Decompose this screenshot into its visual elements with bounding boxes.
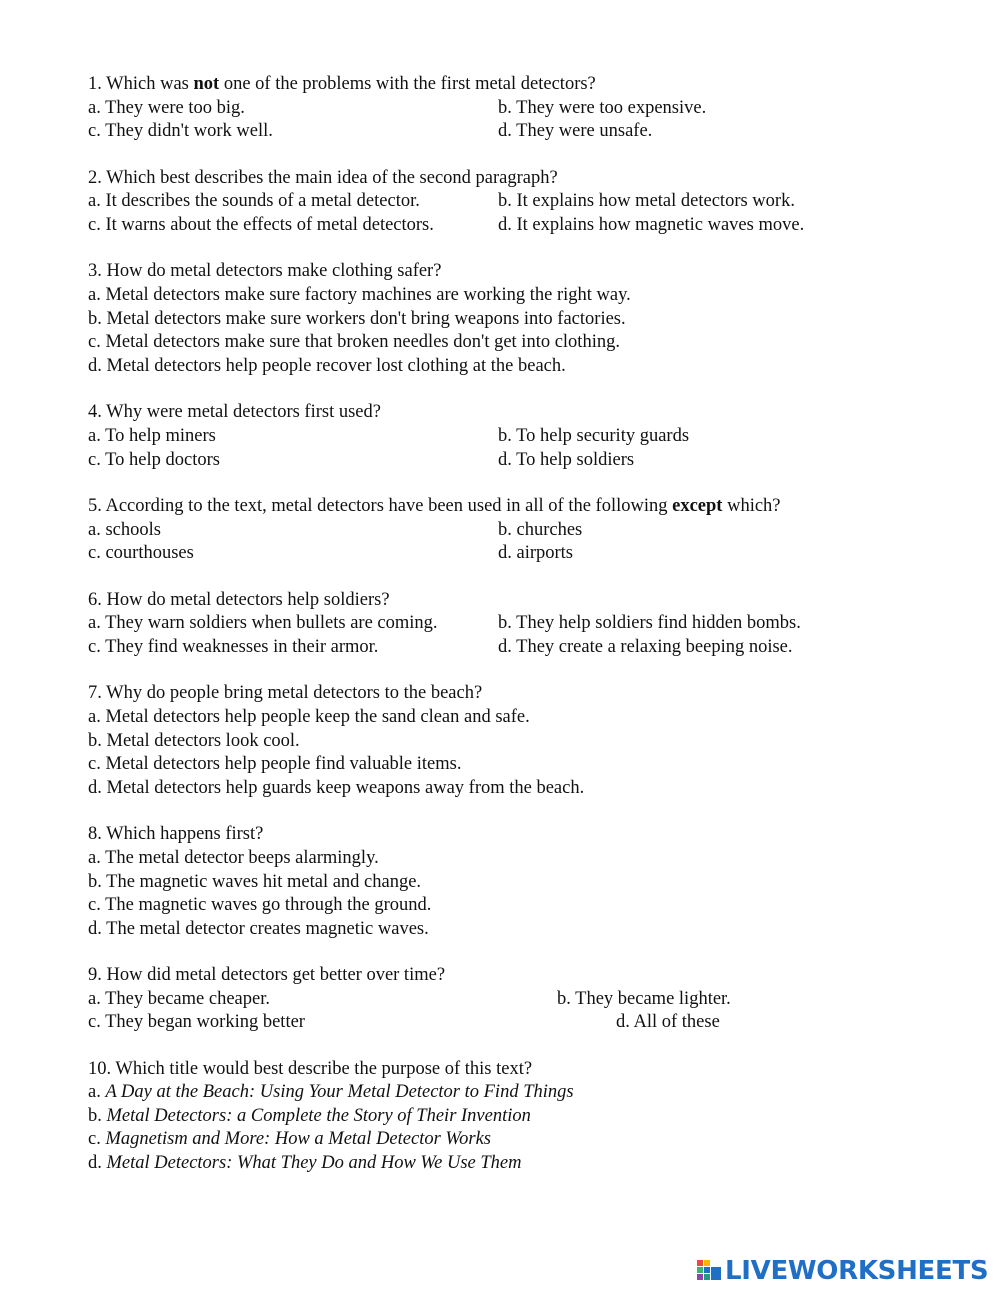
question-1-options-row-2 <box>88 120 848 143</box>
question-10-option-d[interactable]: d. Metal Detectors: What They Do and How We Use Them <box>88 1153 522 1173</box>
question-8-option-b[interactable]: b. The magnetic waves hit metal and change. <box>88 872 422 892</box>
question-4-options-row-2 <box>88 449 848 472</box>
question-10-stem: 10. Which title would best describe the purpose of this text? <box>88 1059 533 1079</box>
question-9-option-a[interactable]: a. They became cheaper. <box>88 989 270 1009</box>
question-8-stem: 8. Which happens first? <box>88 824 264 844</box>
question-9-option-b[interactable]: b. They became lighter. <box>557 989 731 1009</box>
question-10-option-c[interactable]: c. Magnetism and More: How a Metal Detector Works <box>88 1129 491 1149</box>
question-6-options-row-1 <box>88 612 848 635</box>
question-2-option-a[interactable]: a. It describes the sounds of a metal detector. <box>88 191 420 211</box>
question-1-option-a[interactable]: a. They were too big. <box>88 98 245 118</box>
question-3-option-c[interactable]: c. Metal detectors make sure that broken needles don't get into clothing. <box>88 332 620 352</box>
question-3-option-b[interactable]: b. Metal detectors make sure workers don't bring weapons into factories. <box>88 309 626 329</box>
question-4-option-c[interactable]: c. To help doctors <box>88 450 220 470</box>
question-6-option-a[interactable]: a. They warn soldiers when bullets are coming. <box>88 613 438 633</box>
question-7-stem: 7. Why do people bring metal detectors to the beach? <box>88 683 483 703</box>
question-6-stem: 6. How do metal detectors help soldiers? <box>88 590 390 610</box>
question-5-option-a[interactable]: a. schools <box>88 520 161 540</box>
question-5-stem: 5. According to the text, metal detectors have been used in all of the following except which? <box>88 496 781 516</box>
liveworksheets-logo-text: LIVEWORKSHEETS <box>725 1256 989 1286</box>
question-9-options-row-2 <box>88 1011 888 1034</box>
question-6-option-b[interactable]: b. They help soldiers find hidden bombs. <box>498 613 801 633</box>
question-8-option-c[interactable]: c. The magnetic waves go through the ground. <box>88 895 432 915</box>
question-8-option-a[interactable]: a. The metal detector beeps alarmingly. <box>88 848 379 868</box>
question-1-option-c[interactable]: c. They didn't work well. <box>88 121 273 141</box>
question-5-option-c[interactable]: c. courthouses <box>88 543 194 563</box>
question-7-option-c[interactable]: c. Metal detectors help people find valuable items. <box>88 754 462 774</box>
question-7-option-b[interactable]: b. Metal detectors look cool. <box>88 731 300 751</box>
question-9-option-c[interactable]: c. They began working better <box>88 1012 305 1032</box>
liveworksheets-logo <box>697 1256 988 1286</box>
question-4-option-a[interactable]: a. To help miners <box>88 426 216 446</box>
question-4-option-b[interactable]: b. To help security guards <box>498 426 690 446</box>
question-1-options-row-1 <box>88 97 848 120</box>
question-6-option-c[interactable]: c. They find weaknesses in their armor. <box>88 637 379 657</box>
question-2-option-c[interactable]: c. It warns about the effects of metal detectors. <box>88 215 434 235</box>
question-2-stem: 2. Which best describes the main idea of the second paragraph? <box>88 168 558 188</box>
question-5-options-row-1 <box>88 519 848 542</box>
question-3-option-d[interactable]: d. Metal detectors help people recover lost clothing at the beach. <box>88 356 566 376</box>
question-2-options-row-1 <box>88 190 848 213</box>
question-1-stem: 1. Which was not one of the problems with the first metal detectors? <box>88 74 596 94</box>
liveworksheets-logo-icon <box>697 1258 723 1284</box>
question-5-option-b[interactable]: b. churches <box>498 520 583 540</box>
question-1-option-b[interactable]: b. They were too expensive. <box>498 98 707 118</box>
question-6-options-row-2 <box>88 636 848 659</box>
question-5-option-d[interactable]: d. airports <box>498 543 574 563</box>
question-10-option-a[interactable]: a. A Day at the Beach: Using Your Metal Detector to Find Things <box>88 1082 574 1102</box>
question-9-stem: 9. How did metal detectors get better over time? <box>88 965 446 985</box>
question-3-stem: 3. How do metal detectors make clothing safer? <box>88 261 442 281</box>
question-5-options-row-2 <box>88 542 848 565</box>
question-9-options-row-1 <box>88 988 888 1011</box>
question-4-options-row-1 <box>88 425 848 448</box>
question-6-option-d[interactable]: d. They create a relaxing beeping noise. <box>498 637 793 657</box>
question-1-option-d[interactable]: d. They were unsafe. <box>498 121 653 141</box>
question-10-option-b[interactable]: b. Metal Detectors: a Complete the Story of Their Invention <box>88 1106 531 1126</box>
question-4-option-d[interactable]: d. To help soldiers <box>498 450 635 470</box>
question-8-option-d[interactable]: d. The metal detector creates magnetic waves. <box>88 919 429 939</box>
question-4-stem: 4. Why were metal detectors first used? <box>88 402 381 422</box>
question-3-option-a[interactable]: a. Metal detectors make sure factory machines are working the right way. <box>88 285 631 305</box>
question-2-options-row-2 <box>88 214 848 237</box>
question-2-option-d[interactable]: d. It explains how magnetic waves move. <box>498 215 805 235</box>
question-9-option-d[interactable]: d. All of these <box>616 1012 720 1032</box>
question-2-option-b[interactable]: b. It explains how metal detectors work. <box>498 191 795 211</box>
question-7-option-d[interactable]: d. Metal detectors help guards keep weapons away from the beach. <box>88 778 585 798</box>
question-7-option-a[interactable]: a. Metal detectors help people keep the sand clean and safe. <box>88 707 530 727</box>
